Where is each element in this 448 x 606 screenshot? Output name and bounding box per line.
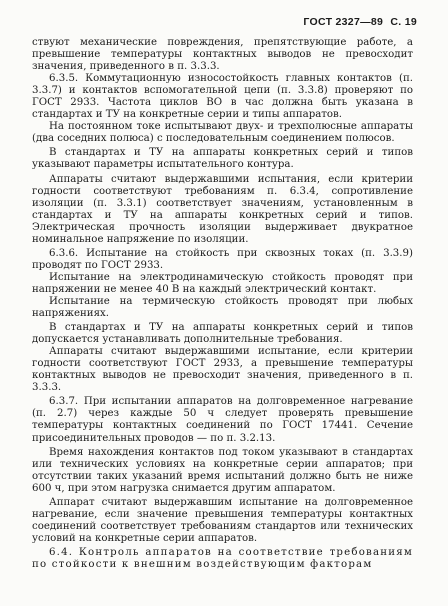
paragraph: На постоянном токе испытывают двух- и трехполюсные аппараты (два соседних полюса) с последовательным соединением полюсов. bbox=[32, 121, 413, 145]
paragraph: ствуют механические повреждения, препятствующие работе, а превышение температуры контактных выводов не превосходит значения, приведенного в п. 3.3.3. bbox=[32, 37, 413, 73]
paragraph: Аппараты считают выдержавшими испытание, если критерии годности соответствуют ГОСТ 2933, а превышение температуры контактных выводов не превосходит значения, приведенного в п. 3.3.3. bbox=[32, 346, 413, 394]
section-heading: 6.4. Контроль аппаратов на соответствие требованиям по стойкости к внешним воздействующим факторам bbox=[32, 546, 413, 570]
document-body bbox=[32, 37, 413, 571]
standard-number: ГОСТ 2327—89 bbox=[303, 16, 384, 28]
paragraph: Испытание на электродинамическую стойкость проводят при напряжении не менее 40 В на каждый электрический контакт. bbox=[32, 271, 413, 295]
paragraph: 6.3.7. При испытании аппаратов на долговременное нагревание (п. 2.7) через каждые 50 ч следует проверять превышение температуры контактных соединений по ГОСТ 17441. Сечение присоединительных проводов — по п. 3.2.13. bbox=[32, 396, 413, 444]
paragraph: 6.3.5. Коммутационную износостойкость главных контактов (п. 3.3.7) и контактов вспомогательной цепи (п. 3.3.8) проверяют по ГОСТ 2933. Частота циклов ВО в час должна быть указана в стандартах и ТУ на конкретные серии и типы аппаратов. bbox=[32, 73, 413, 121]
paragraph: В стандартах и ТУ на аппараты конкретных серий и типов указывают параметры испытательного контура. bbox=[32, 147, 413, 171]
paragraph: Испытание на термическую стойкость проводят при любых напряжениях. bbox=[32, 295, 413, 320]
page-number: С. 19 bbox=[390, 16, 417, 28]
paragraph: Время нахождения контактов под током указывают в стандартах или технических условиях на конкретные серии аппаратов; при отсутствии таких указаний время испытаний должно быть не ниже 600 ч, при этом нагрузка снимается другим аппаратом. bbox=[32, 446, 413, 494]
paragraph: Аппараты считают выдержавшими испытания, если критерии годности соответствуют требованиям п. 6.3.4, сопротивление изоляции (п. 3.3.1) соответствует значениям, установленным в стандартах и ТУ на аппараты конкретных серий и типов. Электрическая прочность изоляции выдерживает двукратное номинальное напряжение по изоляции. bbox=[32, 173, 413, 245]
paragraph: В стандартах и ТУ на аппараты конкретных серий и типов допускается устанавливать дополнительные требования. bbox=[32, 322, 413, 346]
paragraph: Аппарат считают выдержавшим испытание на долговременное нагревание, если значение превышения температуры контактных соединений соответствует требованиям стандартов или технических условий на конкретные серии аппаратов. bbox=[32, 496, 413, 544]
paragraph: 6.3.6. Испытание на стойкость при сквозных токах (п. 3.3.9) проводят по ГОСТ 2933. bbox=[32, 247, 413, 271]
page-header bbox=[299, 16, 417, 28]
